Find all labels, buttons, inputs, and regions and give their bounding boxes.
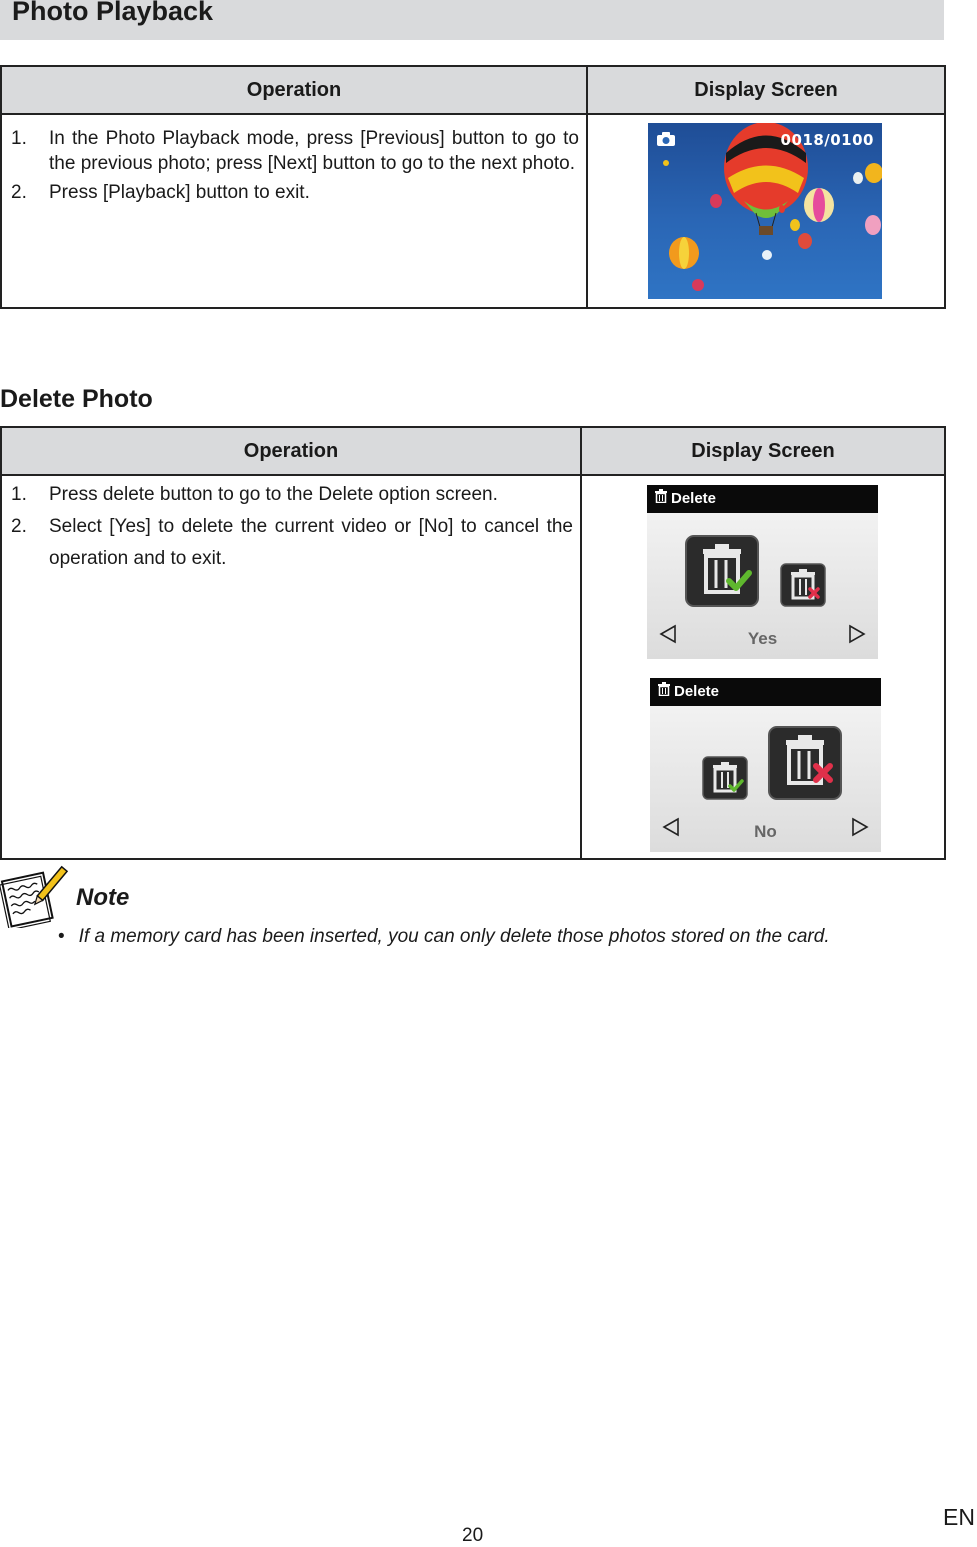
display-screen-header: Display Screen xyxy=(587,66,945,114)
camera-icon xyxy=(656,131,676,152)
delete-cancel-button[interactable] xyxy=(768,726,842,805)
section-header-bar xyxy=(0,0,944,40)
step-text: In the Photo Playback mode, press [Previous] button to go to the previous photo; press [Next] button to go to the next photo. xyxy=(49,128,579,174)
list-item xyxy=(11,180,579,205)
language-label: EN xyxy=(943,1504,975,1530)
step-text: Press [Playback] button to exit. xyxy=(49,182,310,203)
delete-screen-yes xyxy=(647,485,878,659)
delete-cancel-button[interactable] xyxy=(780,563,826,612)
display-screen-header: Display Screen xyxy=(581,427,945,475)
selected-choice: Yes xyxy=(747,629,778,648)
delete-photo-title: Delete Photo xyxy=(0,385,153,413)
operation-header: Operation xyxy=(1,66,587,114)
trash-icon xyxy=(658,678,670,706)
notepad-pencil-icon xyxy=(0,862,68,933)
note-title: Note xyxy=(76,884,130,911)
page-number: 20 xyxy=(462,1525,484,1546)
delete-screen-no xyxy=(650,678,881,852)
trash-icon xyxy=(655,485,667,513)
table-header-row xyxy=(1,66,945,114)
step-number: 2. xyxy=(11,182,27,203)
step-text: Select [Yes] to delete the current video or [No] to cancel the operation and to exit. xyxy=(49,516,573,569)
balloon-photo-screen xyxy=(648,123,882,299)
delete-confirm-button[interactable] xyxy=(702,756,748,805)
note-item xyxy=(58,926,830,948)
delete-title: Delete xyxy=(671,490,717,507)
list-item xyxy=(11,511,573,575)
section-title: Photo Playback xyxy=(12,0,214,26)
step-number: 2. xyxy=(11,516,27,537)
operation-cell xyxy=(1,114,587,308)
operation-cell xyxy=(1,475,581,859)
delete-title-bar xyxy=(650,678,881,706)
step-number: 1. xyxy=(11,128,27,149)
photo-counter: 0018/0100 xyxy=(780,131,874,149)
step-text: Press delete button to go to the Delete option screen. xyxy=(49,484,498,505)
operation-header: Operation xyxy=(1,427,581,475)
note-text: If a memory card has been inserted, you can only delete those photos stored on the card. xyxy=(78,926,830,947)
delete-confirm-button[interactable] xyxy=(685,535,759,612)
delete-title-bar xyxy=(647,485,878,513)
list-item xyxy=(11,126,579,176)
step-number: 1. xyxy=(11,484,27,505)
delete-title: Delete xyxy=(674,683,720,700)
selected-choice: No xyxy=(754,822,777,841)
bullet: • xyxy=(58,926,65,947)
list-item xyxy=(11,479,573,511)
table-header-row xyxy=(1,427,945,475)
